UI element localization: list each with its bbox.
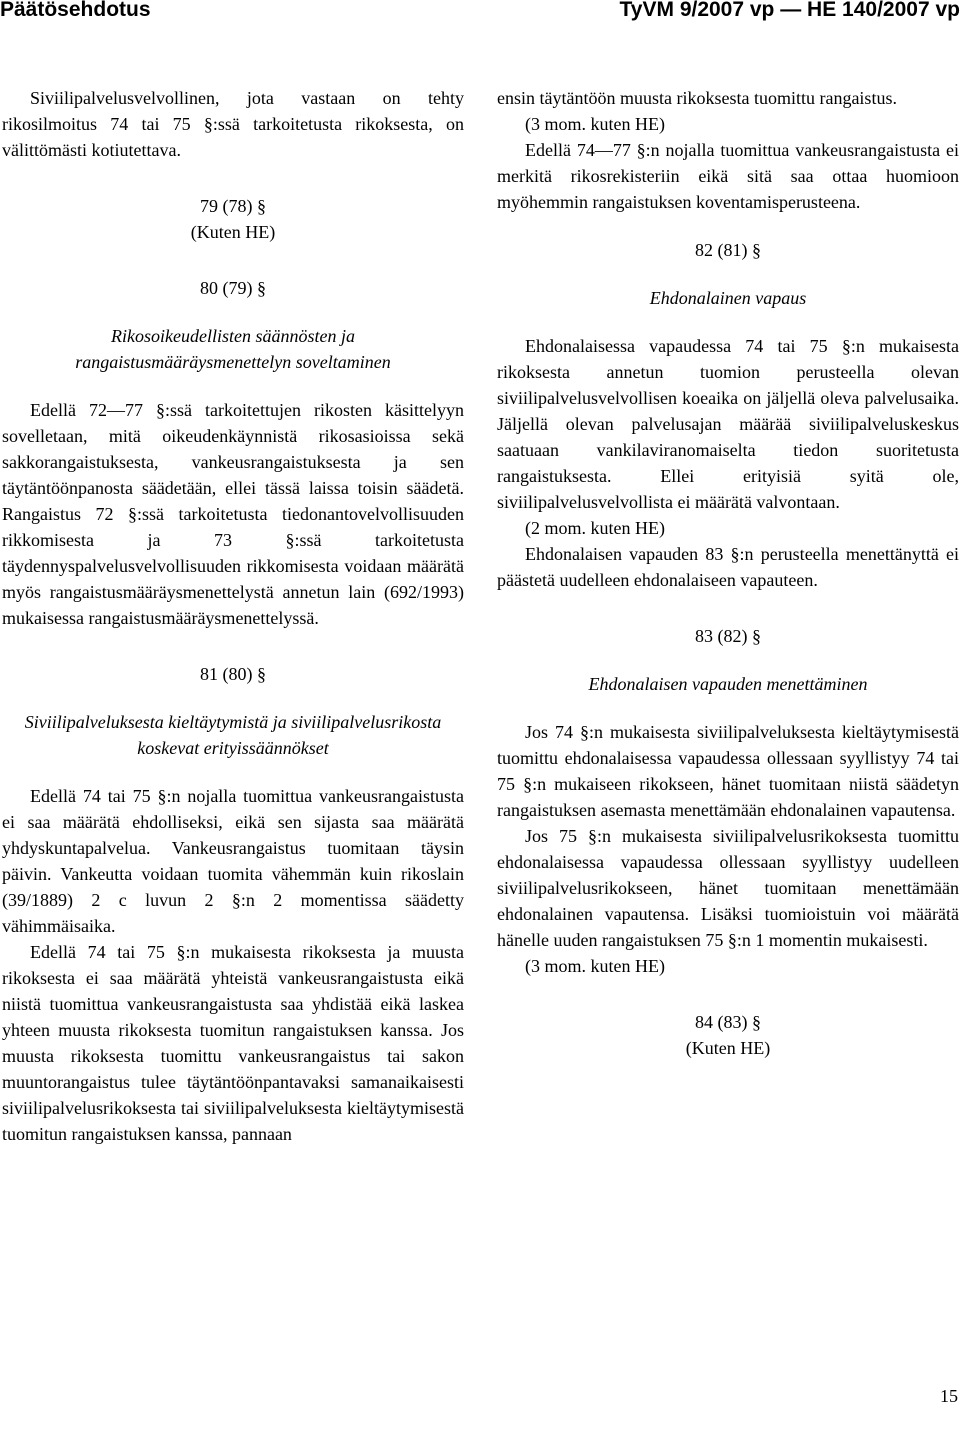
section-note: (Kuten HE) — [685, 1038, 771, 1058]
left-column — [2, 85, 464, 1147]
section-title: 79 (78) § — [200, 196, 266, 216]
section-title: 81 (80) § — [200, 664, 266, 684]
paragraph: Jos 74 §:n mukaisesta siviilipalveluksesta kieltäytymisestä tuomittu ehdonalaisessa vapaudessa ollessaan syyllistyy 74 tai 75 §:n mukaiseen rikokseen, hänet tuomitaan niistä säädetyn rangaistuksen asemasta menettämään ehdonalainen vapautensa. — [497, 722, 959, 820]
right-column — [497, 85, 959, 1061]
paragraph: Edellä 74—77 §:n nojalla tuomittua vankeusrangaistusta ei merkitä rikosrekisteriin eikä sitä saa ottaa huomioon myöhemmin rangaistuksen koventamisperusteena. — [497, 140, 959, 212]
paragraph: Jos 75 §:n mukaisesta siviilipalvelusrikoksesta tuomittu ehdonalaisessa vapaudessa ollessaan syyllistyy uudelleen siviilipalvelusrikokseen, hänet tuomitaan menettämään ehdonalainen vapautensa. Lisäksi tuomioistuin voi määrätä hänelle uuden rangaistuksen 75 §:n 1 momentin mukaisesti. — [497, 826, 959, 950]
section-heading: Ehdonalaisen vapauden menettäminen — [588, 674, 868, 694]
header-reference: TyVM 9/2007 vp — HE 140/2007 vp — [619, 0, 960, 21]
paragraph: Siviilipalvelusvelvollinen, jota vastaan on tehty rikosilmoitus 74 tai 75 §:ssä tarkoitetusta rikoksesta, on välittömästi kotiutettava. — [2, 88, 464, 160]
paragraph: Edellä 74 tai 75 §:n nojalla tuomittua vankeusrangaistusta ei saa määrätä ehdolliseksi, eikä sen sijasta saa määrätä yhdyskuntapalvelua. Vankeusrangaistus tuomitaan täysin päivin. Vankeutta voidaan tuomita vähemmän kuin rikoslain (39/1889) 2 c luvun 2 §:n 2 momentissa säädetty vähimmäisaika. — [2, 786, 464, 936]
section-title: 84 (83) § — [695, 1012, 761, 1032]
paragraph: Edellä 72—77 §:ssä tarkoitettujen rikosten käsittelyyn sovelletaan, mitä oikeudenkäynnistä rikosasioissa sekä sakkorangaistuksesta, vankeusrangaistuksesta ja sen täytäntöönpanosta säädetään, ellei tässä laissa toisin säädetä. Rangaistus 72 §:ssä tarkoitetusta tiedonantovelvollisuuden rikkomisesta ja 73 §:ssä tarkoitetusta täydennyspalvelusvelvollisuuden rikkomisesta voidaan määrätä myös rangaistusmääräysmenettelystä annetun lain (692/1993) mukaisessa rangaistusmääräysmenettelyssä. — [2, 400, 464, 628]
section-title: 82 (81) § — [695, 240, 761, 260]
section-heading: Ehdonalainen vapaus — [649, 288, 807, 308]
moment-note: (3 mom. kuten HE) — [525, 956, 665, 976]
section-title: 83 (82) § — [695, 626, 761, 646]
paragraph: Ehdonalaisen vapauden 83 §:n perusteella menettänyttä ei päästetä uudelleen ehdonalaiseen vapauteen. — [497, 544, 959, 590]
page-header — [0, 0, 960, 28]
section-note: (Kuten HE) — [190, 222, 276, 242]
header-document-type: Päätösehdotus — [0, 0, 151, 21]
page-number: 15 — [940, 1386, 958, 1406]
section-title: 80 (79) § — [200, 278, 266, 298]
moment-note: (3 mom. kuten HE) — [525, 114, 665, 134]
paragraph: Edellä 74 tai 75 §:n mukaisesta rikoksesta ja muusta rikoksesta ei saa määrätä yhteistä vankeusrangaistusta eikä niistä tuomittua vankeusrangaistusta saa yhdistää eikä laskea yhteen muusta rikoksesta tuomitun rangaistuksen kanssa. Jos muusta rikoksesta tuomittu vankeusrangaistus tai sakon muuntorangaistus tulee täytäntöönpantavaksi samanaikaisesti siviilipalvelusrikoksesta tai siviilipalveluksesta kieltäytymisestä tuomitun rangaistuksen kanssa, pannaan — [2, 942, 464, 1144]
paragraph: Ehdonalaisessa vapaudessa 74 tai 75 §:n mukaisesta rikoksesta annetun tuomion perusteella olevan siviilipalvelusvelvollisen koeaika on jäljellä oleva palvelusaika. Jäljellä olevan palvelusajan määrää siviilipalveluskeskus saatuaan vankilaviranomaiselta tiedon suoritetusta rangaistuksesta. Ellei erityisiä syitä ole, siviilipalvelusvelvollista ei määrätä valvontaan. — [497, 336, 959, 512]
paragraph: ensin täytäntöön muusta rikoksesta tuomittu rangaistus. — [497, 88, 897, 108]
moment-note: (2 mom. kuten HE) — [525, 518, 665, 538]
section-heading: Rikosoikeudellisten säännösten ja rangaistusmääräysmenettelyn soveltaminen — [75, 326, 391, 372]
section-heading: Siviilipalveluksesta kieltäytymistä ja siviilipalvelusrikosta koskevat erityissäännökset — [24, 712, 442, 758]
